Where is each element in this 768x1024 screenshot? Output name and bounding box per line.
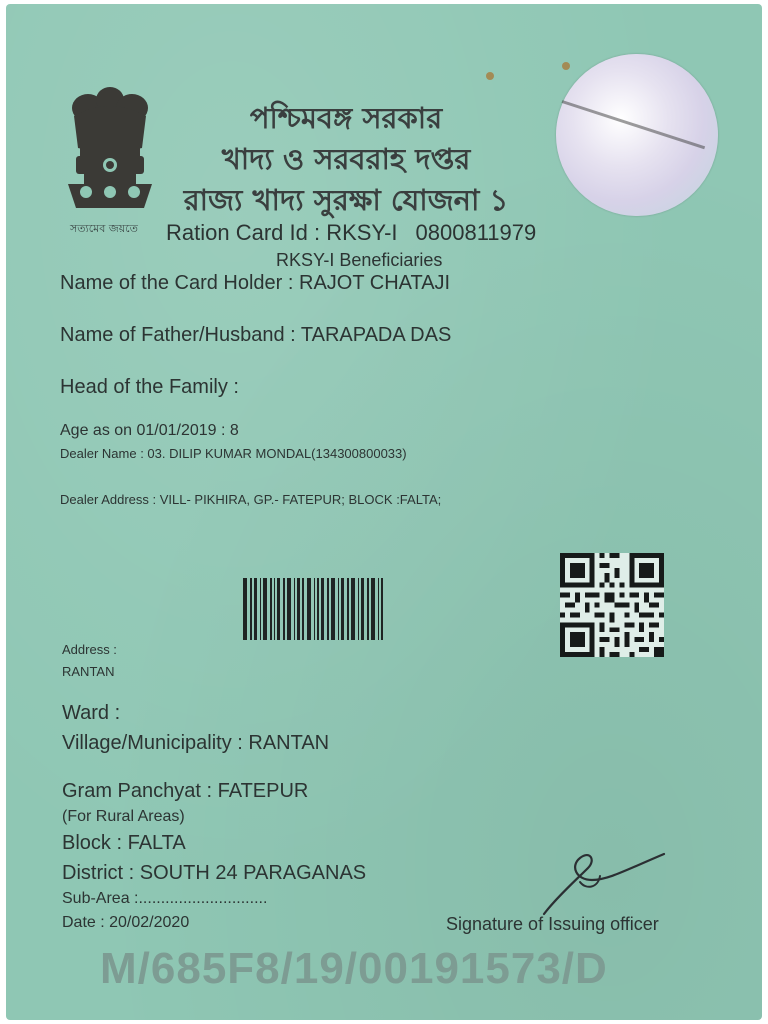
head-of-family: Head of the Family : <box>60 376 239 398</box>
issue-date: Date : 20/02/2020 <box>62 914 190 931</box>
gram-panchyat: Gram Panchyat : FATEPUR <box>62 780 309 802</box>
district-field: District : SOUTH 24 PARAGANAS <box>62 862 367 884</box>
ward-field: Ward : <box>62 702 121 724</box>
beneficiary-category: RKSY-I Beneficiaries <box>276 250 443 270</box>
card-serial-number: M/685F8/19/00191573/D <box>100 944 608 993</box>
header-line-2: খাদ্য ও সরবরাহ দপ্তর <box>221 142 471 176</box>
dealer-name: Dealer Name : 03. DILIP KUMAR MONDAL(134300800033) <box>60 446 407 461</box>
signature-label: Signature of Issuing officer <box>446 914 659 934</box>
dealer-address: Dealer Address : VILL- PIKHIRA, GP.- FATEPUR; BLOCK :FALTA; <box>60 492 442 507</box>
signature-icon <box>536 840 676 920</box>
ration-card-id-label: Ration Card Id : RKSY-I <box>166 220 398 245</box>
ration-card <box>6 4 762 1020</box>
block-field: Block : FALTA <box>62 832 186 854</box>
village-municipality: Village/Municipality : RANTAN <box>62 732 330 754</box>
sub-area-field: Sub-Area :............................. <box>62 890 268 907</box>
pin-mark <box>486 72 494 80</box>
ration-card-id-number: 0800811979 <box>415 220 537 245</box>
header-line-1: পশ্চিমবঙ্গ সরকার <box>249 101 443 135</box>
pin-mark <box>562 62 570 70</box>
age-field: Age as on 01/01/2019 : 8 <box>60 422 239 439</box>
hologram-seal-icon <box>556 54 718 216</box>
rural-areas-note: (For Rural Areas) <box>62 808 185 825</box>
address-label: Address : <box>62 642 117 657</box>
father-husband-name: Name of Father/Husband : TARAPADA DAS <box>60 324 452 346</box>
header-line-3: রাজ্য খাদ্য সুরক্ষা যোজনা ১ <box>183 183 509 217</box>
address-value: RANTAN <box>62 664 115 679</box>
emblem-motto: সত্যমেব জয়তে <box>70 222 138 235</box>
ration-card-id <box>166 220 536 246</box>
barcode-icon <box>243 578 383 640</box>
state-emblem-icon <box>58 86 162 218</box>
card-holder-name: Name of the Card Holder : RAJOT CHATAJI <box>60 272 451 294</box>
qr-code-icon <box>560 553 664 657</box>
